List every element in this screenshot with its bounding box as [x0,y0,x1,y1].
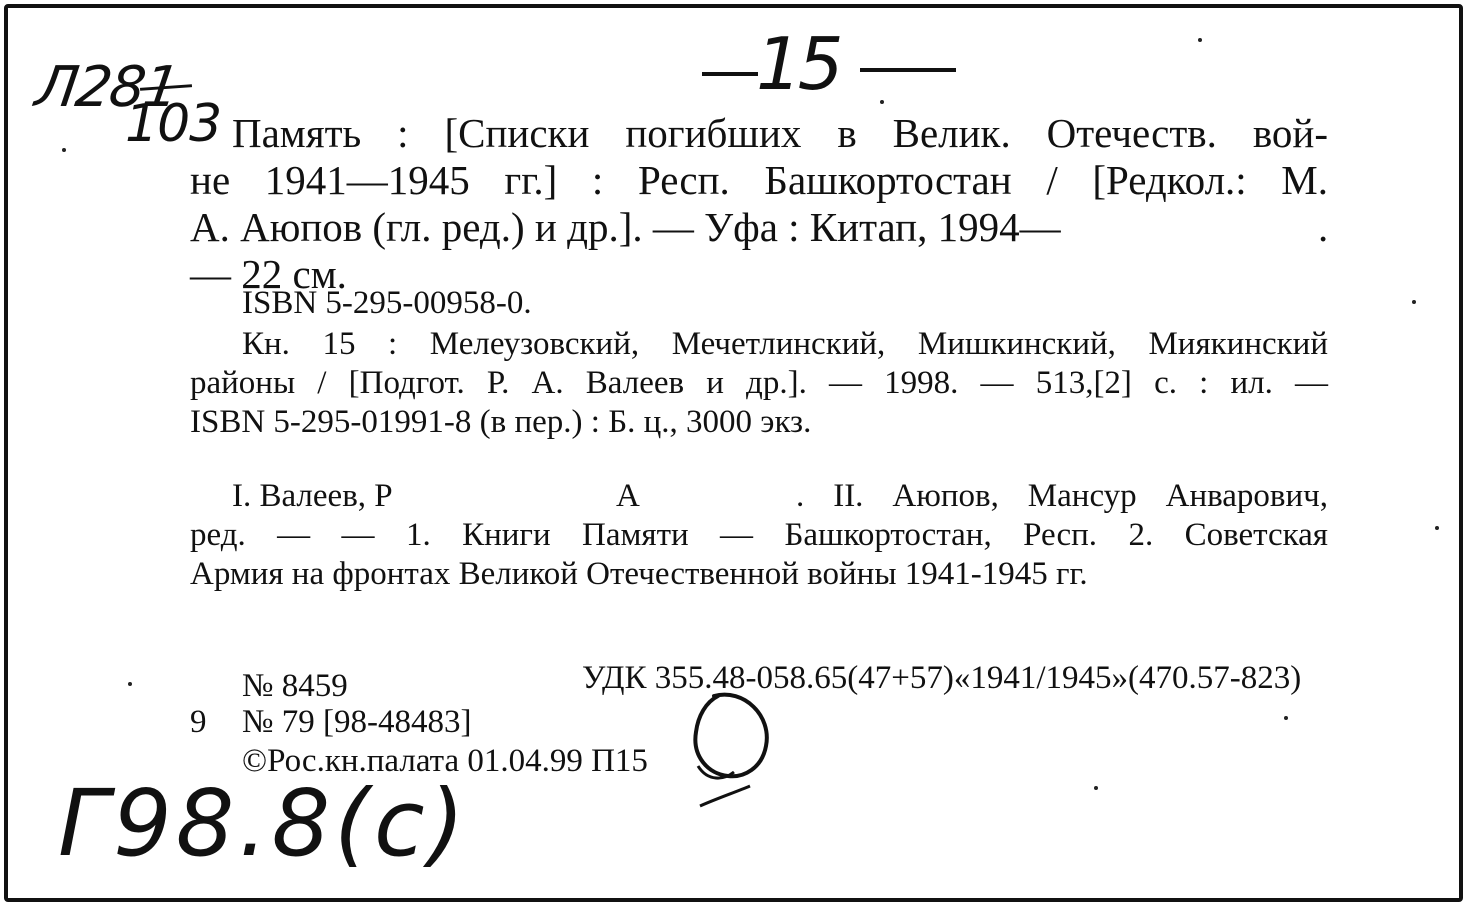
record-line-4: — 22 см. [190,251,347,297]
handwritten-shelf-mark: Г98.8(с) [58,770,469,877]
udc-classification: УДК 355.48-058.65(47+57)«1941/1945»(470.57-823) [582,660,1302,696]
handwritten-reference-denominator: 103 [125,94,222,154]
marker-nine: 9 [190,704,207,740]
copyright-line: ©Рос.кн.палата 01.04.99 П15 [242,743,648,779]
volume-mark-dash-right [860,68,956,72]
index-terms-line-1-part-c: . II. Аюпов, Мансур Анварович, [796,478,1328,514]
record-isbn: ISBN 5-295-00958-0. [242,285,532,321]
registration-number: № 79 [98-48483] [242,704,472,740]
volume-mark-dash-left [702,72,758,76]
index-terms-line-1-part-b: А [616,478,640,514]
handwritten-reference-number: Л281 [31,55,182,120]
volume-line-2: районы / [Подгот. Р. А. Валеев и др.]. — 1998. — 513,[2] с. : ил. — [190,365,1328,401]
volume-line-1: Кн. 15 : Мелеузовский, Мечетлинский, Мишкинский, Миякинский [242,326,1328,362]
handwritten-volume-mark: 15 [756,22,840,106]
record-line-3-period: . [1318,204,1329,250]
index-terms-line-3: Армия на фронтах Великой Отечественной войны 1941-1945 гг. [190,556,1088,592]
volume-line-3: ISBN 5-295-01991-8 (в пер.) : Б. ц., 3000 экз. [190,404,812,440]
record-line-1: Память : [Списки погибших в Велик. Отечеств. вой- [232,110,1328,156]
card-number: № 8459 [242,668,348,704]
record-line-3: А. Аюпов (гл. ред.) и др.]. — Уфа : Китап, 1994— [190,204,1061,250]
handdrawn-circle-mark [684,686,784,830]
index-terms-line-1-part-a: I. Валеев, Р [232,478,393,514]
record-line-2: не 1941—1945 гг.] : Респ. Башкортостан / [Редкол.: М. [190,157,1328,203]
index-terms-line-2: ред. — — 1. Книги Памяти — Башкортостан, Респ. 2. Советская [190,517,1328,553]
